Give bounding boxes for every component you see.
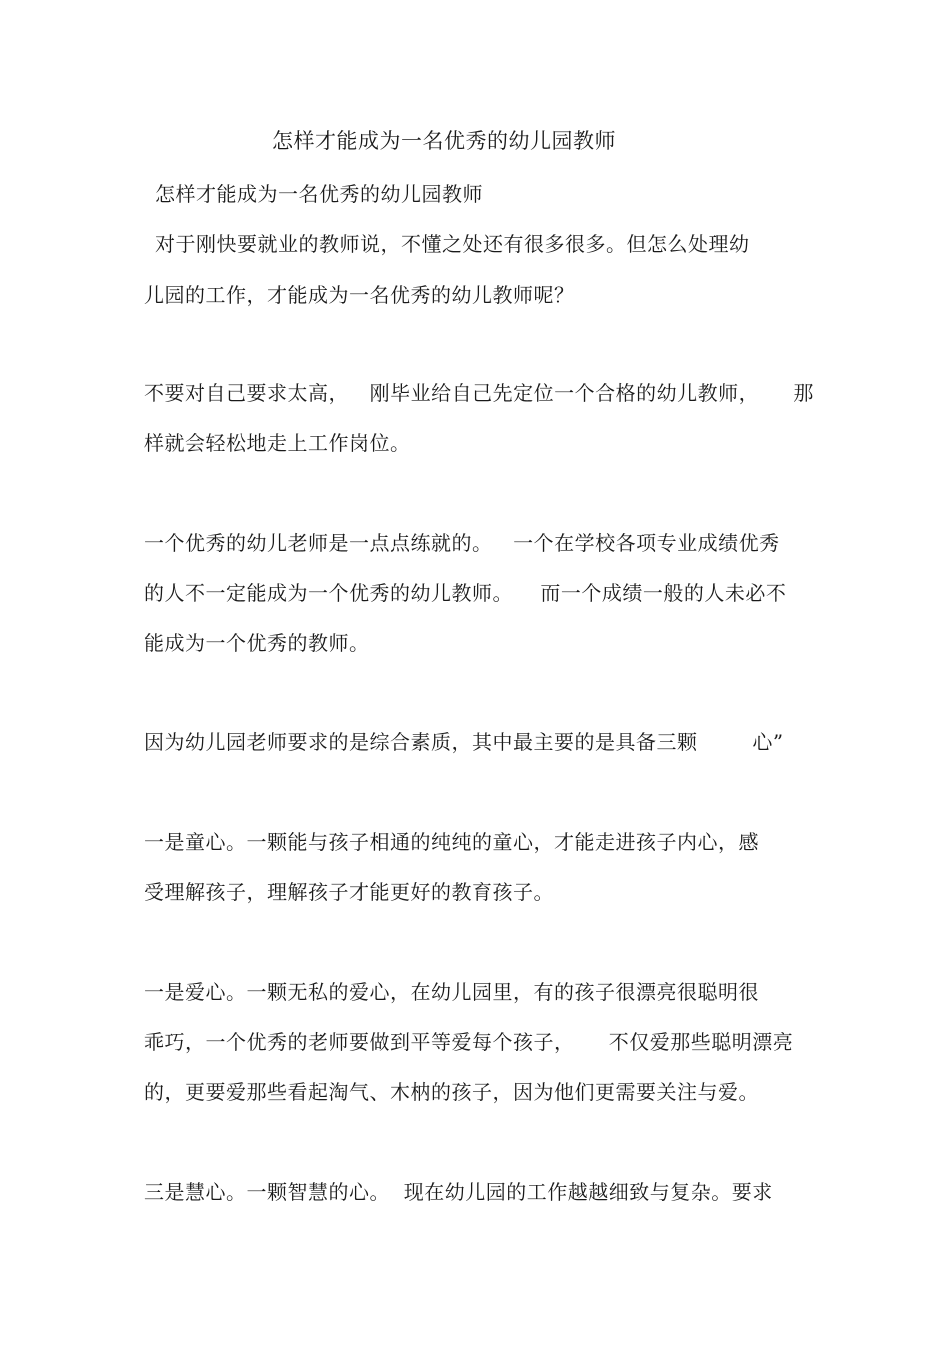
document-title: 怎样才能成为一名优秀的幼儿园教师 [272,129,616,153]
paragraph-line: 一个优秀的幼儿老师是一点点练就的。 一个在学校各项专业成绩优秀 [144,531,780,555]
document-subtitle: 怎样才能成为一名优秀的幼儿园教师 [155,182,483,206]
paragraph-line: 一是童心。一颗能与孩子相通的纯纯的童心，才能走进孩子内心，感 [144,830,759,854]
paragraph-line: 乖巧，一个优秀的老师要做到平等爱每个孩子， 不仅爱那些聪明漂亮 [144,1030,794,1054]
paragraph-line: 因为幼儿园老师要求的是综合素质，其中最主要的是具备三颗 心” [144,730,784,754]
paragraph-line: 样就会轻松地走上工作岗位。 [144,431,411,455]
paragraph-line: 三是慧心。一颗智慧的心。 现在幼儿园的工作越越细致与复杂。要求 [144,1180,773,1204]
paragraph-line: 儿园的工作，才能成为一名优秀的幼儿教师呢？ [144,283,575,307]
paragraph-line: 对于刚快要就业的教师说，不懂之处还有很多很多。但怎么处理幼 [155,232,750,256]
paragraph-line: 不要对自己要求太高， 刚毕业给自己先定位一个合格的幼儿教师， 那 [144,381,814,405]
paragraph-line: 的人不一定能成为一个优秀的幼儿教师。 而一个成绩一般的人未必不 [144,581,787,605]
paragraph-line: 能成为一个优秀的教师。 [144,631,370,655]
paragraph-line: 受理解孩子，理解孩子才能更好的教育孩子。 [144,880,554,904]
paragraph-line: 一是爱心。一颗无私的爱心，在幼儿园里，有的孩子很漂亮很聪明很 [144,980,759,1004]
paragraph-line: 的，更要爱那些看起淘气、木枘的孩子，因为他们更需要关注与爱。 [144,1080,759,1104]
